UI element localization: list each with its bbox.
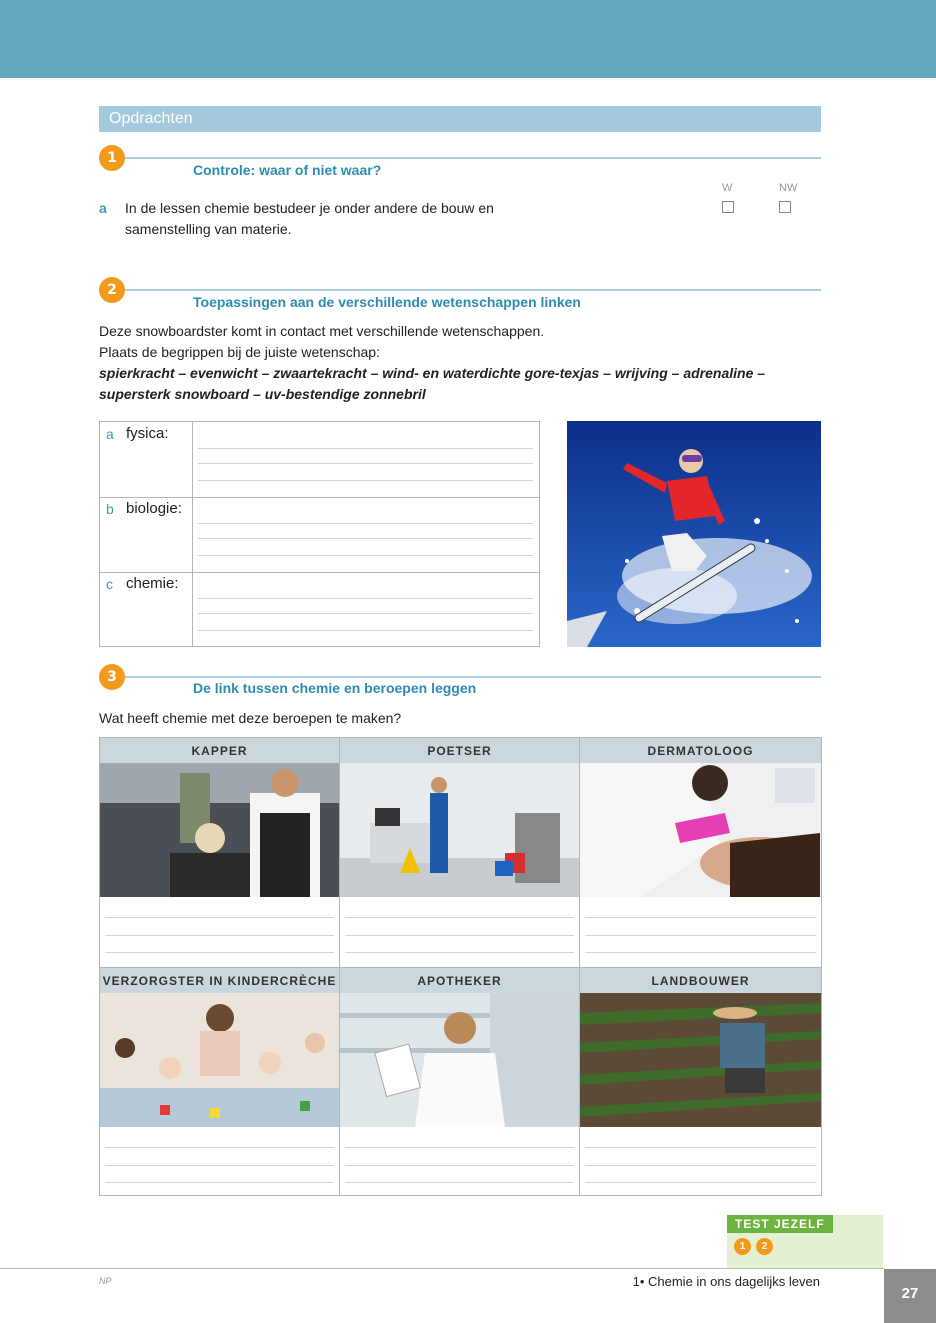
statement-line-1: In de lessen chemie bestudeer je onder andere de bouw en: [125, 200, 494, 216]
test-badge[interactable]: 2: [756, 1238, 773, 1255]
answer-lines[interactable]: [105, 1127, 334, 1197]
profession-card-landbouwer: [580, 967, 821, 1196]
dermatologist-photo: [580, 763, 821, 897]
test-badge[interactable]: 1: [734, 1238, 751, 1255]
farmer-photo: [580, 993, 821, 1127]
profession-label: LANDBOUWER: [580, 968, 821, 993]
snowboarder-photo: [567, 421, 821, 647]
profession-label: APOTHEKER: [340, 968, 579, 993]
top-color-band: [0, 0, 936, 78]
exercise-divider: [125, 157, 821, 159]
profession-label: POETSER: [340, 738, 579, 763]
profession-card-poetser: [340, 738, 580, 967]
row-letter: a: [106, 426, 114, 442]
profession-label: KAPPER: [100, 738, 339, 763]
row-science: fysica:: [126, 425, 169, 442]
row-label: [100, 497, 193, 572]
profession-card-apotheker: [340, 967, 580, 1196]
science-answer-table: [99, 421, 540, 647]
exercise-number-badge: 1: [99, 145, 125, 171]
profession-card-verzorgster: [100, 967, 340, 1196]
intro-line-1: Deze snowboardster komt in contact met verschillende wetenschappen.: [99, 323, 545, 339]
answer-lines[interactable]: [198, 497, 533, 572]
exercise-number-badge: 2: [99, 277, 125, 303]
cleaner-photo: [340, 763, 579, 897]
exercise-title: De link tussen chemie en beroepen leggen: [193, 680, 477, 696]
row-letter: b: [106, 501, 114, 517]
exercise-divider: [125, 289, 821, 291]
hairdresser-photo: [100, 763, 339, 897]
pharmacist-photo: [340, 993, 579, 1127]
answer-lines[interactable]: [345, 1127, 574, 1197]
test-yourself-box: [727, 1215, 883, 1269]
answer-row-chemie: [100, 572, 539, 647]
publisher-mark: NP: [99, 1276, 112, 1286]
profession-label: VERZORGSTER IN KINDERCRÈCHE: [100, 968, 339, 993]
statement-text: [125, 198, 494, 240]
intro-line-2: Plaats de begrippen bij de juiste wetenschap:: [99, 344, 380, 360]
test-yourself-label: TEST JEZELF: [727, 1215, 833, 1233]
answer-lines[interactable]: [345, 897, 574, 967]
professions-grid: [99, 737, 822, 1196]
row-label: [100, 422, 193, 497]
profession-card-kapper: [100, 738, 340, 967]
answer-lines[interactable]: [105, 897, 334, 967]
exercise-number-badge: 3: [99, 664, 125, 690]
row-label: [100, 572, 193, 647]
exercise-title: Controle: waar of niet waar?: [193, 162, 382, 178]
true-checkbox[interactable]: [722, 201, 734, 213]
answer-lines[interactable]: [198, 422, 533, 497]
exercise-instructions: [99, 321, 839, 405]
answer-row-fysica: [100, 422, 539, 498]
answer-lines[interactable]: [585, 897, 816, 967]
page-number: 27: [884, 1269, 936, 1323]
answer-row-biologie: [100, 497, 539, 573]
terms-line-1: spierkracht – evenwicht – zwaartekracht – wind- en waterdichte gore-texjas – wrijving – adrenaline –: [99, 365, 766, 381]
item-letter: a: [99, 200, 107, 216]
row-science: chemie:: [126, 575, 179, 592]
exercise-divider: [125, 676, 821, 678]
row-science: biologie:: [126, 500, 182, 517]
profession-label: DERMATOLOOG: [580, 738, 821, 763]
terms-line-2: supersterk snowboard – uv-bestendige zonnebril: [99, 386, 426, 402]
exercise-question: Wat heeft chemie met deze beroepen te maken?: [99, 710, 402, 726]
daycare-photo: [100, 993, 339, 1127]
row-letter: c: [106, 576, 113, 592]
false-checkbox[interactable]: [779, 201, 791, 213]
answer-lines[interactable]: [198, 572, 533, 647]
section-header: Opdrachten: [99, 106, 821, 132]
false-column-label: NW: [779, 182, 798, 194]
statement-line-2: samenstelling van materie.: [125, 221, 292, 237]
footer-divider: [0, 1268, 884, 1269]
profession-card-dermatoloog: [580, 738, 821, 967]
exercise-title: Toepassingen aan de verschillende wetenschappen linken: [193, 294, 581, 310]
answer-lines[interactable]: [585, 1127, 816, 1197]
chapter-title: 1• Chemie in ons dagelijks leven: [632, 1274, 820, 1289]
true-column-label: W: [722, 182, 733, 194]
